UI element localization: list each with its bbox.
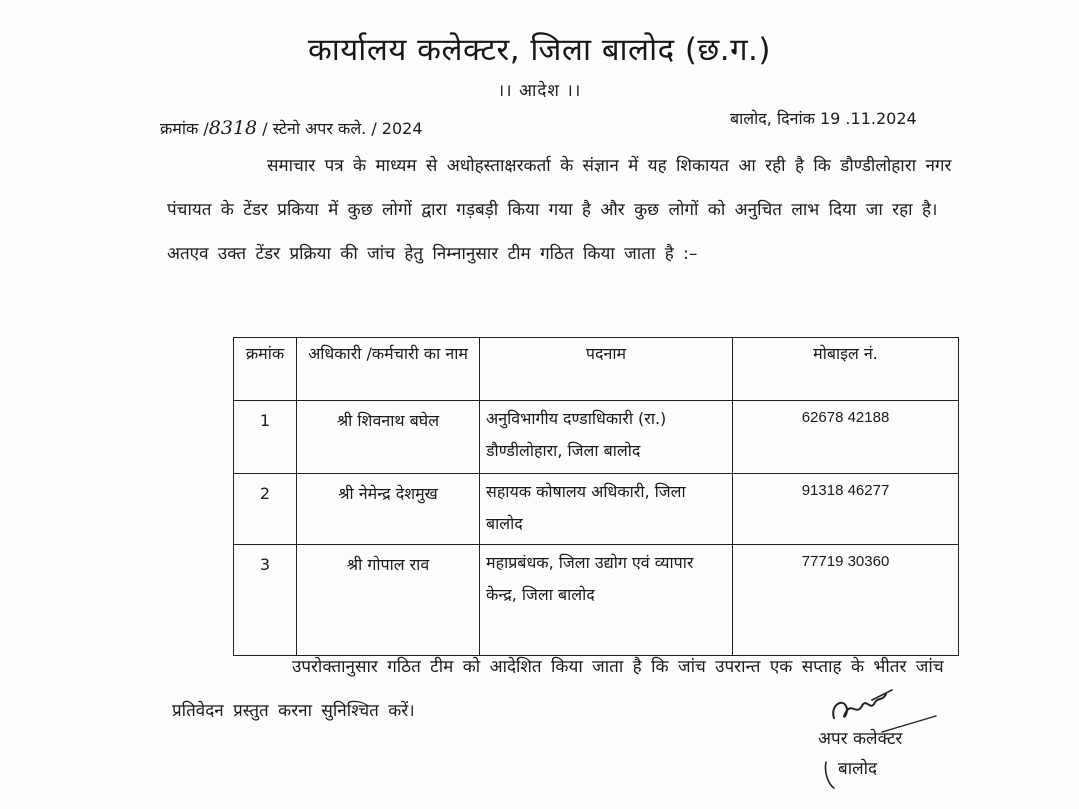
table-header-row [234, 338, 959, 401]
row-designation: अनुविभागीय दण्डाधिकारी (रा.) डौण्डीलोहारा, जिला बालोद [480, 401, 733, 474]
table-row [234, 545, 959, 656]
row-designation: महाप्रबंधक, जिला उद्योग एवं व्यापार केन्द्र, जिला बालोद [480, 545, 733, 656]
row-name: श्री शिवनाथ बघेल [297, 401, 480, 474]
row-mobile: 77719 30360 [733, 545, 959, 656]
table-row [234, 474, 959, 545]
header-mobile: मोबाइल नं. [733, 338, 959, 401]
header-sno: क्रमांक [234, 338, 297, 401]
signatory-designation: अपर कलेक्टर [818, 729, 903, 749]
header-designation: पदनाम [480, 338, 733, 401]
body-paragraph-2: उपरोक्तानुसार गठित टीम को आदेशित किया जाता है कि जांच उपरान्त एक सप्ताह के भीतर जांच प्रतिवेदन प्रस्तुत करना सुनिश्चित करें। [172, 657, 944, 721]
reference-suffix: / स्टेनो अपर कले. / 2024 [257, 119, 423, 138]
table-row [234, 401, 959, 474]
row-sno: 2 [234, 474, 297, 545]
header-name: अधिकारी /कर्मचारी का नाम [297, 338, 480, 401]
row-sno: 1 [234, 401, 297, 474]
row-sno: 3 [234, 545, 297, 656]
reference-prefix: क्रमांक / [160, 119, 209, 138]
signatory-place: बालोद [838, 759, 878, 779]
row-name: श्री नेमेन्द्र देशमुख [297, 474, 480, 545]
body-paragraph-1: समाचार पत्र के माध्यम से अधोहस्ताक्षरकर्ता के संज्ञान में यह शिकायत आ रही है कि डौण्डीलोहारा नगर पंचायत के टेंडर प्रकिया में कुछ लोगों द्वारा गड़बड़ी किया गया है और कुछ लोगों को अनुचित लाभ दिया जा रहा है। अतएव उक्त टेंडर प्रक्रिया की जांच हेतु निम्नानुसार टीम गठित किया जाता है :– [167, 156, 952, 264]
row-name: श्री गोपाल राव [297, 545, 480, 656]
order-date: बालोद, दिनांक 19 .11.2024 [730, 109, 917, 128]
team-table [233, 337, 959, 656]
row-mobile: 62678 42188 [733, 401, 959, 474]
reference-number [160, 117, 423, 139]
signature-block [812, 676, 992, 796]
order-heading: ।। आदेश ।। [497, 81, 582, 101]
office-title: कार्यालय कलेक्टर, जिला बालोद (छ.ग.) [307, 32, 772, 68]
reference-handwritten-number: 8318 [208, 117, 258, 139]
row-mobile: 91318 46277 [733, 474, 959, 545]
row-designation: सहायक कोषालय अधिकारी, जिला बालोद [480, 474, 733, 545]
